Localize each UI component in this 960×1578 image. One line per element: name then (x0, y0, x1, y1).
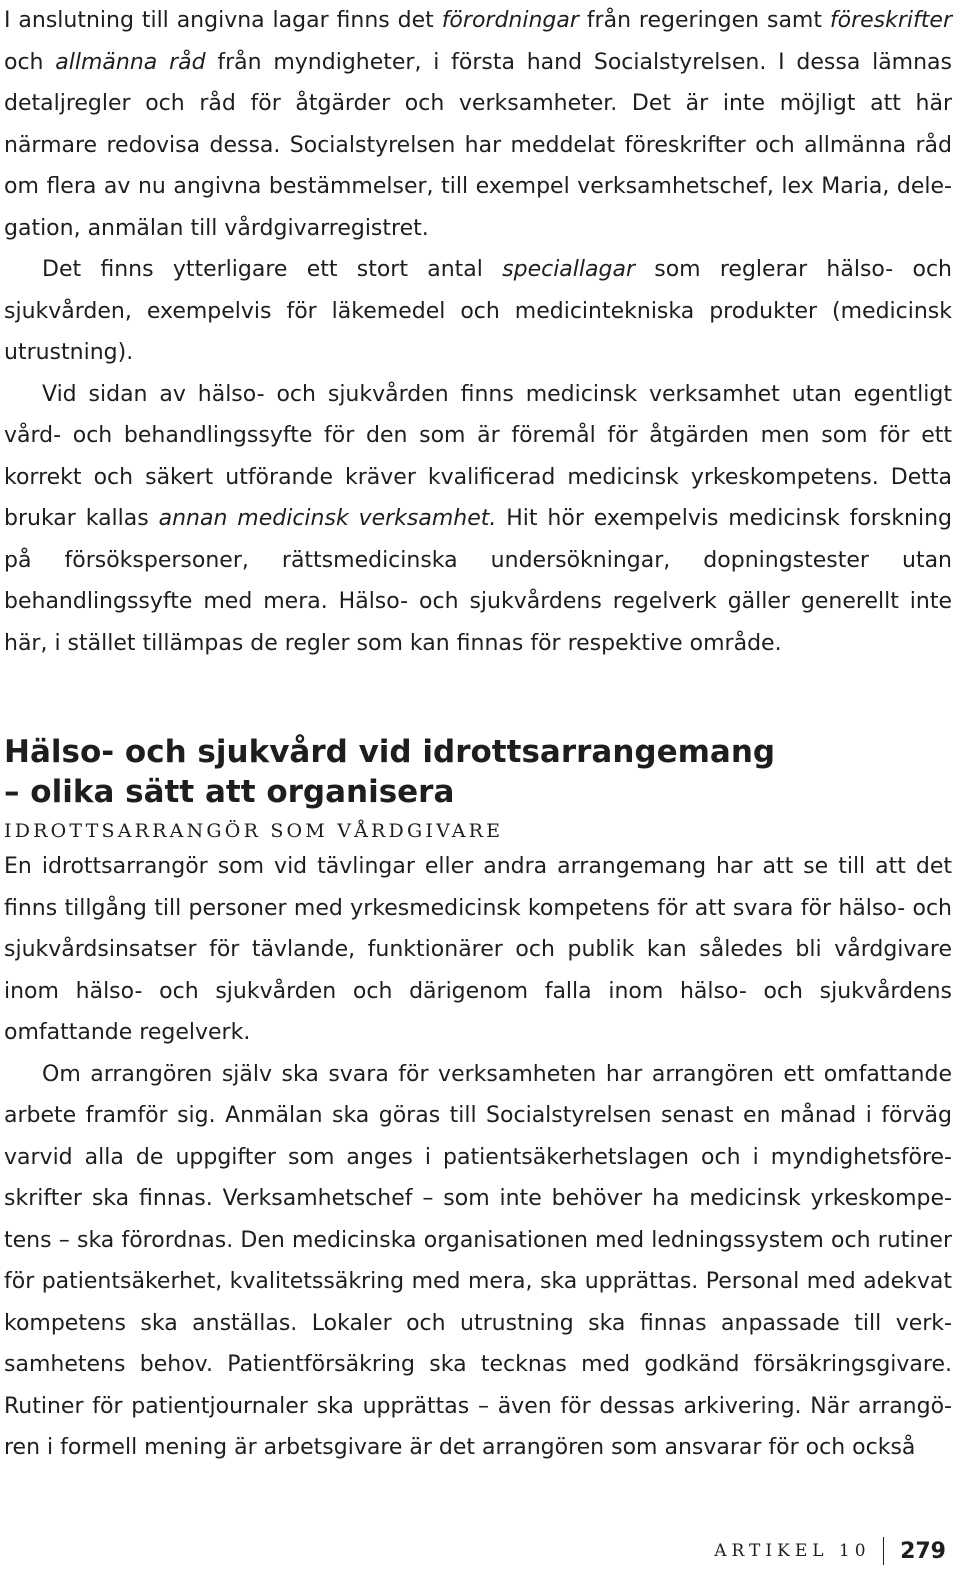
italic-term: allmänna råd (55, 49, 206, 75)
paragraph (4, 846, 952, 1054)
text-run: I anslutning till angivna lagar finns det (4, 8, 442, 33)
footer-article-label: ARTIKEL 10 (714, 1541, 871, 1561)
page-footer (714, 1536, 946, 1566)
paragraph (4, 374, 952, 665)
section-subheading: IDROTTSARRANGÖR SOM VÅRDGIVARE (4, 820, 504, 842)
text-run: En idrottsarrangör som vid tävlingar eller andra arrangemang har att se till att det finns tillgång till personer med yrkesmedicinsk kompetens för att svara för hälso- och sjukvårdsinsatser för tävlande, funktionärer och publik kan således bli vårdgivare inom hälso- och sjukvården och därigenom falla inom hälso- och sjukvårdens omfattande regelverk. (4, 854, 952, 1045)
italic-term: föreskrifter (829, 8, 952, 33)
paragraph (4, 1054, 952, 1469)
italic-term: speciallagar (502, 257, 635, 282)
footer-divider (883, 1537, 885, 1565)
italic-term: annan medicinsk verksamhet. (158, 506, 497, 531)
text-run: Vid sidan av hälso- och sjukvården finns medicinsk verksamhet utan egentligt vård- och behandlingssyfte för den som är föremål för åtgärden men som för ett korrekt och säkert utförande kräver kvalificerad medicinsk yrkeskompetens. Detta brukar kallas (4, 381, 952, 531)
text-run: Det finns ytterligare ett stort antal (42, 257, 503, 282)
section-heading (4, 732, 952, 812)
text-run: Hit hör exempelvis medicinsk forskning på försökspersoner, rättsmedicinska undersökningar, dopningstester utan behandlingssyfte med mera. Hälso- och sjukvårdens regelverk gäller generellt inte här, i stället tillämpas de regler som kan finnas för respektive område. (4, 506, 952, 656)
document-page (4, 0, 952, 1469)
paragraph (4, 0, 952, 249)
text-run: Om arrangören själv ska svara för verksamheten har arrangören ett omfattande arbete framför sig. Anmälan ska göras till Socialstyrelsen senast en månad i förväg varvid alla de uppgifter som anges i patientsäkerhetslagen och i myndighetsföreskrifter ska finnas. Verksamhetschef – som inte behöver ha medicinsk yrkeskompetens – ska förordnas. Den medicinska organisationen med ledningssystem och rutiner för patientsäkerhet, kvalitetssäkring med mera, ska upprättas. Personal med adekvat kompetens ska anställas. Lokaler och utrustning ska finnas anpassade till verksamhetens behov. Patientförsäkring ska tecknas med godkänd försäkringsgivare. Rutiner för patientjournaler ska upprättas – även för dessas arkivering. När arrangören i formell mening är arbetsgivare är det arrangören som ansvarar för och också (4, 1061, 952, 1460)
page-number: 279 (900, 1538, 946, 1564)
text-run: och (4, 49, 56, 75)
italic-term: förordningar (441, 8, 579, 33)
text-run: från myndigheter, i första hand Socialstyrelsen. I dessa lämnas detaljregler och råd för åtgärder och verksamheter. Det är inte möjligt att här närmare redovisa dessa. Socialstyrelsen har meddelat föreskrifter och allmänna råd om flera av nu angivna bestämmelser, till exempel verksamhetschef, lex Maria, delegation, anmälan till vårdgivarregistret. (4, 49, 952, 241)
section-heading-line-1: Hälso- och sjukvård vid idrottsarrangemang (4, 734, 776, 770)
text-run: från regeringen samt (578, 8, 830, 33)
section-text-block (4, 846, 952, 1469)
intro-text-block (4, 0, 952, 664)
section-heading-line-2: – olika sätt att organisera (4, 774, 455, 810)
paragraph (4, 249, 952, 374)
text-run: som reglerar hälso- och sjukvården, exempelvis för läkemedel och medicintekniska produkter (medicinsk utrustning). (4, 257, 952, 365)
